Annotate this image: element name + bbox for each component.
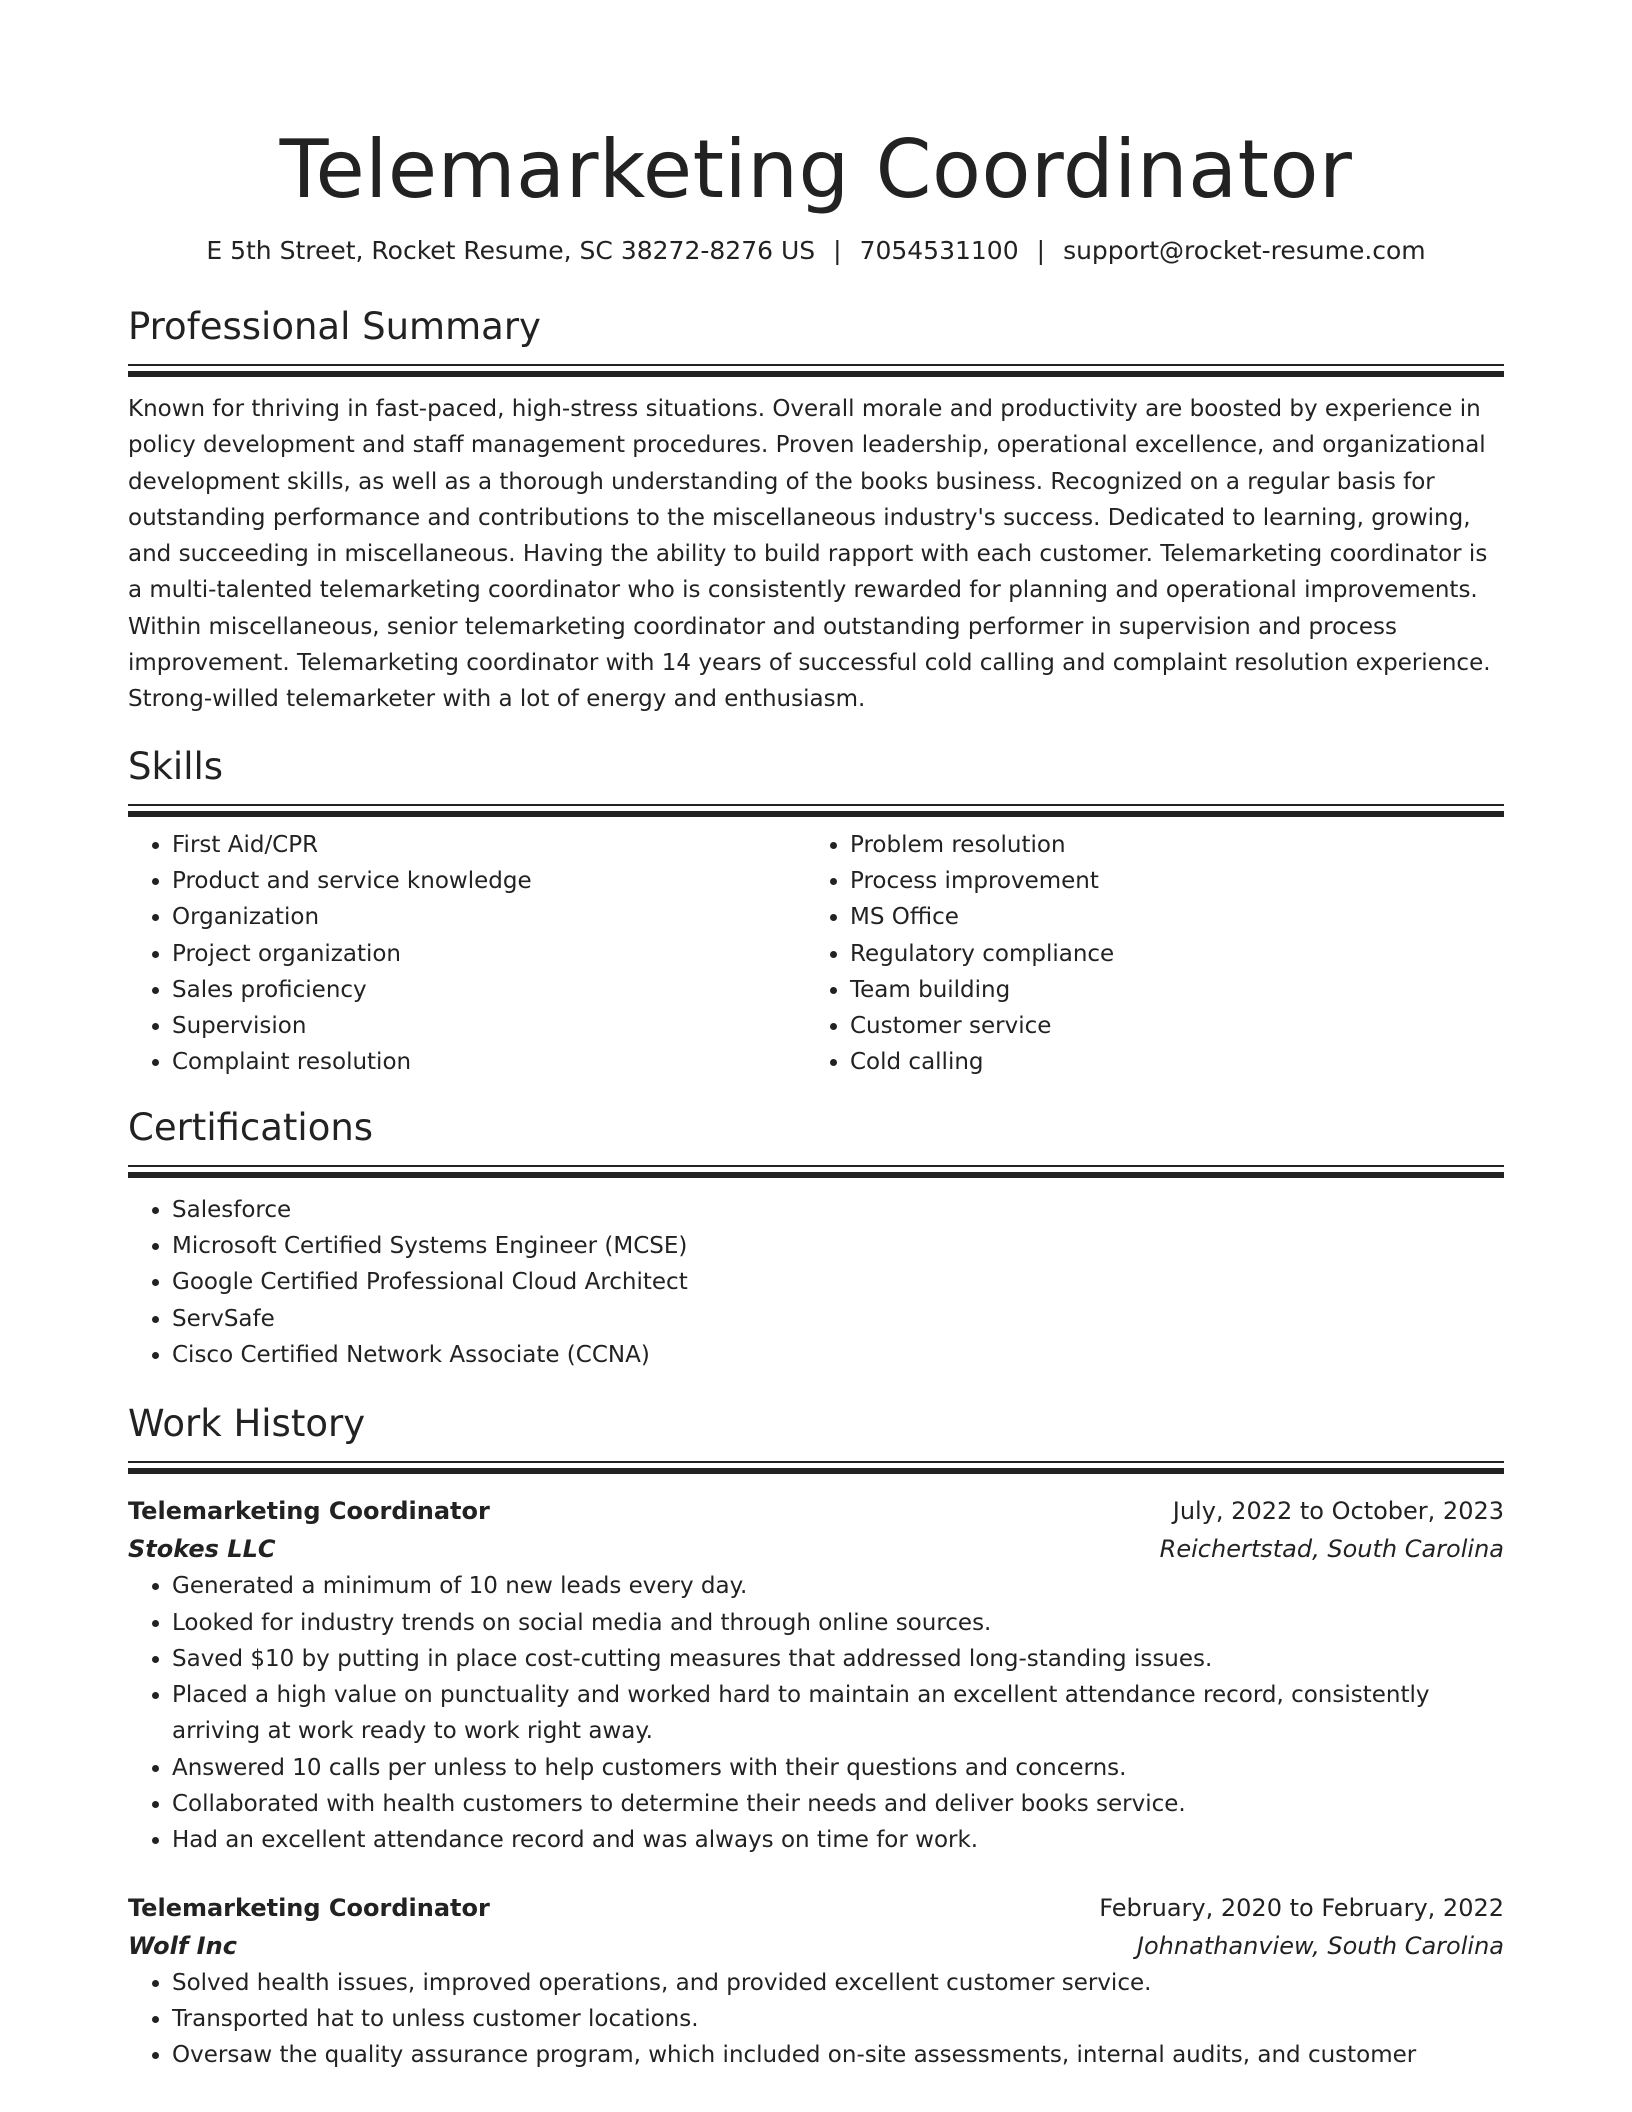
section-divider [128, 1461, 1504, 1463]
job-bullet: • Looked for industry trends on social media and through online sources. [172, 1605, 1504, 1641]
skill-item: • MS Office [850, 899, 1484, 935]
job-bullet: • Saved $10 by putting in place cost-cutting measures that addressed long-standing issues. [172, 1641, 1504, 1677]
skills-grid [128, 827, 1504, 1081]
skills-column-right [806, 827, 1484, 1081]
job-bullet-list [128, 1965, 1504, 2074]
contact-address: E 5th Street, Rocket Resume, SC 38272-8276 US [206, 236, 816, 265]
skill-item: • Project organization [172, 936, 806, 972]
job-bullet-list [128, 1568, 1504, 1858]
certification-item: • Salesforce [172, 1192, 1504, 1228]
section-divider-thick [128, 371, 1504, 377]
resume-page [128, 0, 1504, 2074]
contact-separator: | [833, 236, 842, 265]
job-bullet: • Placed a high value on punctuality and worked hard to maintain an excellent attendance record, consistently arriving at work ready to work right away. [172, 1677, 1504, 1750]
section-title-summary: Professional Summary [128, 305, 541, 348]
certifications-section [128, 1105, 1504, 1373]
job-bullet: • Had an excellent attendance record and was always on time for work. [172, 1822, 1504, 1858]
job-header-row [128, 1889, 1504, 1927]
work-history-section [128, 1401, 1504, 2073]
certification-item: • ServSafe [172, 1301, 1504, 1337]
section-divider-thick [128, 811, 1504, 817]
skill-item: • Organization [172, 899, 806, 935]
job-bullet: • Answered 10 calls per unless to help customers with their questions and concerns. [172, 1750, 1504, 1786]
job-bullet: • Collaborated with health customers to determine their needs and deliver books service. [172, 1786, 1504, 1822]
skill-item: • Process improvement [850, 863, 1484, 899]
skill-item: • Regulatory compliance [850, 936, 1484, 972]
skill-item: • Sales proficiency [172, 972, 806, 1008]
job-entry [128, 1889, 1504, 2074]
section-title-work-history: Work History [128, 1402, 366, 1446]
job-location: Johnathanview, South Carolina [1136, 1931, 1504, 1960]
skills-list-right [806, 827, 1484, 1081]
section-divider [128, 804, 1504, 806]
section-title-certifications: Certifications [128, 1105, 374, 1149]
skill-item: • Problem resolution [850, 827, 1484, 863]
skill-item: • Complaint resolution [172, 1044, 806, 1080]
job-list [128, 1492, 1504, 2073]
job-title: Telemarketing Coordinator [128, 1893, 490, 1922]
job-location: Reichertstad, South Carolina [1159, 1535, 1504, 1564]
section-divider [128, 364, 1504, 366]
contact-email: support@rocket-resume.com [1063, 236, 1426, 265]
skill-item: • Team building [850, 972, 1484, 1008]
job-bullet: • Oversaw the quality assurance program, which included on-site assessments, internal audits, and customer [172, 2037, 1504, 2073]
certification-item: • Cisco Certified Network Associate (CCNA) [172, 1337, 1504, 1373]
job-title: Telemarketing Coordinator [128, 1497, 490, 1526]
skill-item: • Cold calling [850, 1044, 1484, 1080]
skill-item: • First Aid/CPR [172, 827, 806, 863]
skills-list-left [128, 827, 806, 1081]
section-divider-thick [128, 1172, 1504, 1178]
contact-line [128, 234, 1504, 268]
job-header-row [128, 1492, 1504, 1530]
certifications-list [128, 1192, 1504, 1373]
job-bullet: • Solved health issues, improved operations, and provided excellent customer service. [172, 1965, 1504, 2001]
job-bullet: • Generated a minimum of 10 new leads every day. [172, 1568, 1504, 1604]
job-dates: July, 2022 to October, 2023 [1172, 1497, 1504, 1526]
job-company-row [128, 1927, 1504, 1965]
job-company: Stokes LLC [128, 1535, 276, 1564]
section-title-skills: Skills [128, 744, 224, 788]
summary-text: Known for thriving in fast-paced, high-stress situations. Overall morale and productivity are boosted by experience in policy development and staff management procedures. Proven leadership, operational excellence, and organizational development skills, as well as a thorough understanding of the books business. Recognized on a regular basis for outstanding performance and contributions to the miscellaneous industry's success. Dedicated to learning, growing, and succeeding in miscellaneous. Having the ability to build rapport with each customer. Telemarketing coordinator is a multi-talented telemarketing coordinator who is consistently rewarded for planning and operational improvements. Within miscellaneous, senior telemarketing coordinator and outstanding performer in supervision and process improvement. Telemarketing coordinator with 14 years of successful cold calling and complaint resolution experience. Strong-willed telemarketer with a lot of energy and enthusiasm. [128, 396, 1491, 713]
contact-separator: | [1036, 236, 1046, 265]
job-company-row [128, 1530, 1504, 1568]
candidate-name: Telemarketing Coordinator [279, 123, 1353, 216]
skills-section [128, 744, 1504, 1081]
job-entry [128, 1492, 1504, 1858]
job-dates: February, 2020 to February, 2022 [1099, 1893, 1504, 1922]
certification-item: • Microsoft Certified Systems Engineer (MCSE) [172, 1228, 1504, 1264]
job-company: Wolf Inc [128, 1931, 237, 1960]
skill-item: • Product and service knowledge [172, 863, 806, 899]
job-bullet: • Transported hat to unless customer locations. [172, 2001, 1504, 2037]
contact-phone: 7054531100 [859, 236, 1019, 265]
skill-item: • Customer service [850, 1008, 1484, 1044]
certification-item: • Google Certified Professional Cloud Architect [172, 1264, 1504, 1300]
skills-column-left [128, 827, 806, 1081]
section-divider-thick [128, 1468, 1504, 1474]
section-divider [128, 1165, 1504, 1167]
summary-section [128, 304, 1504, 718]
skill-item: • Supervision [172, 1008, 806, 1044]
